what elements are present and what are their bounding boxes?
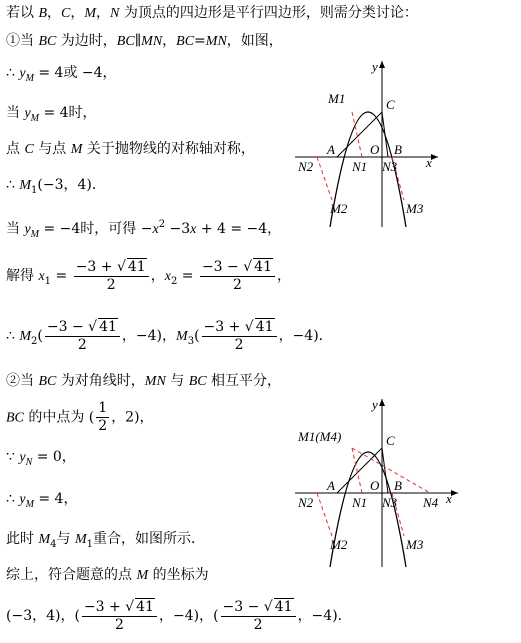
fig1-label-x: x [426,155,432,170]
fig2-label-N3: N3 [382,495,398,510]
fig1-label-y: y [372,59,378,74]
figure-1 [290,55,450,230]
fig1-label-A: A [327,142,335,157]
case2-yM-line: ∴ $y_M = 4$， [6,491,78,510]
case2-coincide-line: 此时 $M_4$与 $M_1$重合，如图所示． [6,531,205,550]
fig1-label-B: B [394,142,402,157]
conclusion-line: 综上，符合题意的点 M 的坐标为 [6,567,209,583]
case1-when-4-line: 当 $y_M = 4$时， [6,105,97,124]
fig2-label-x: x [446,491,452,506]
fig1-label-O: O [370,142,380,157]
fig2-label-M2: M2 [330,537,348,552]
fig1-label-M1: M1 [328,91,346,106]
fig2-label-M3: M3 [406,537,424,552]
fig2-label-O: O [370,478,380,493]
fig2-label-C: C [386,433,395,448]
case1-M2-M3-line: ∴ $M_2$( $\frac{-3 - √ 41}{2}$ ，−4)，$M_3$( $\frac{-3 + √ 41}{2}$ ，−4)． [6,319,333,353]
fig2-label-N4: N4 [423,495,439,510]
case1-symmetry-line: 点 C 与点 M 关于抛物线的对称轴对称， [6,141,255,157]
fig2-label-N1: N1 [352,495,368,510]
fig2-label-A: A [327,478,335,493]
fig1-label-N1: N1 [352,159,368,174]
final-answer-line: (−3，4)，( $\frac{-3 + √ 41}{2}$ ，−4)，( $\frac{-3 - √ 41}{2}$ ，−4)． [6,599,352,633]
fig2-label-B: B [394,478,402,493]
fig1-label-M3: M3 [406,201,424,216]
fig2-label-M1-M4: M1(M4) [298,429,342,444]
case1-when-neg4-line: 当 $y_M = -4$时，可得 $-x^2 -3x + 4 = -4$， [6,219,282,240]
fig1-label-C: C [386,97,395,112]
case2-yN-line: ∵ $y_N = 0$， [6,449,76,468]
intro-line: 若以 B，C，M，N 为顶点的四边形是平行四边形，则需分类讨论： [6,5,418,21]
fig1-label-N2: N2 [298,159,314,174]
case1-yM-line: ∴ $y_M = 4$或 −4， [6,65,117,84]
fig2-label-N2: N2 [298,495,314,510]
figure-2 [290,395,465,570]
case1-solve-line: 解得 $x_1$ = $\frac{-3 + √ 41}{2}$ ，$x_2$ = $\frac{-3 - √ 41}{2}$ ， [6,259,291,293]
fig1-label-M2: M2 [330,201,348,216]
case1-M1-line: ∴ $M_1(-3$，4)． [6,177,106,196]
case1-heading: ①当 BC 为边时，BC∥MN，BC=MN，如图， [6,33,283,49]
case2-midpoint-line: BC 的中点为 ( $\frac{1}{2}$ ，2)， [6,400,154,434]
case2-heading: ②当 BC 为对角线时，MN 与 BC 相互平分， [6,373,282,389]
fig2-label-y: y [372,397,378,412]
fig1-label-N3: N3 [382,159,398,174]
